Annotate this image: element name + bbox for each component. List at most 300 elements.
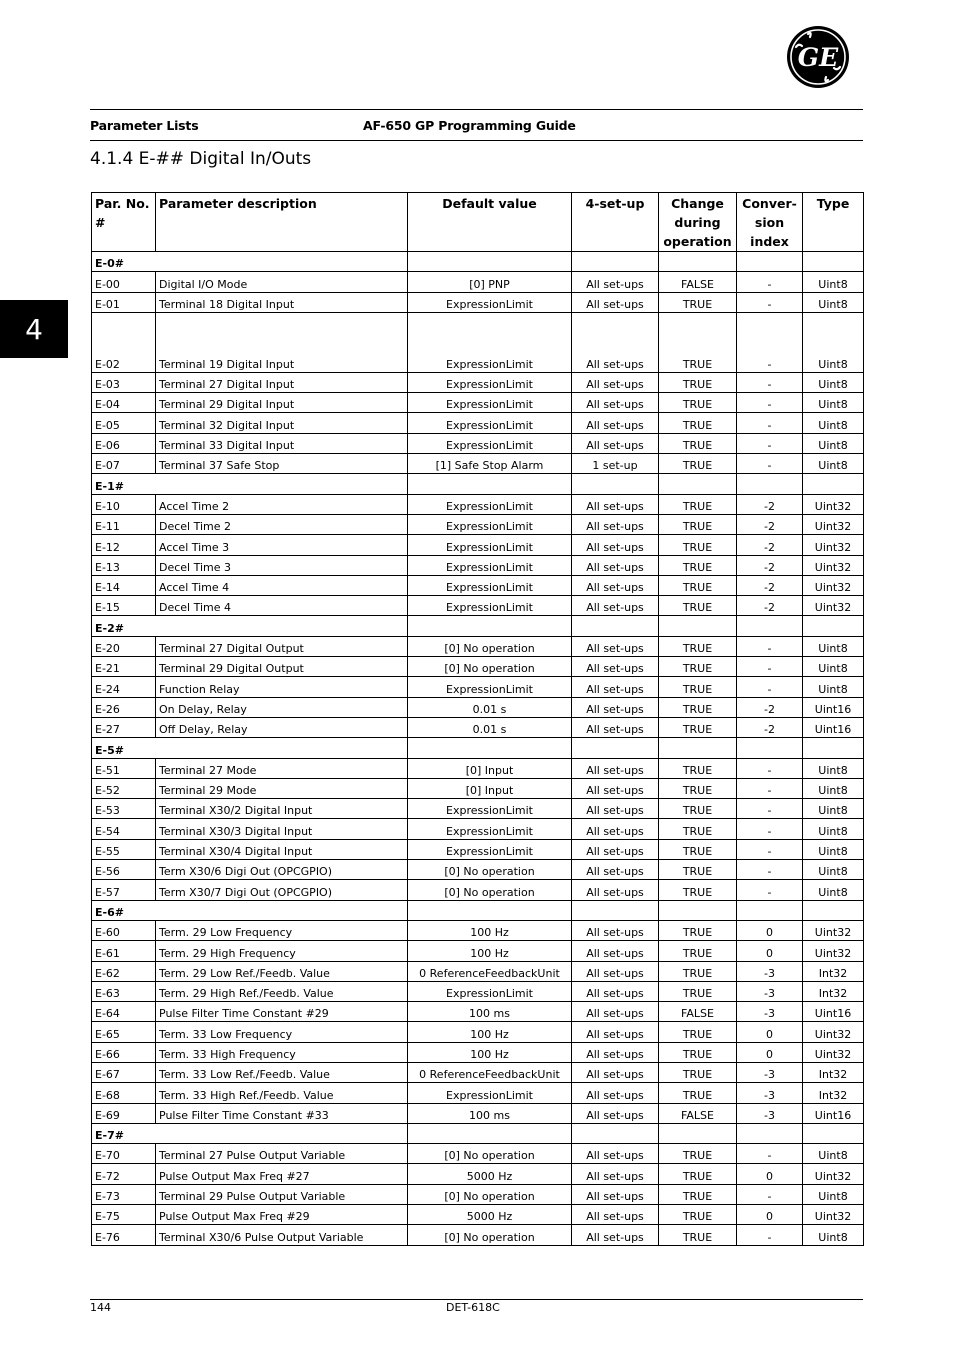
cell-default: ExpressionLimit bbox=[408, 799, 572, 819]
cell-conversion: - bbox=[737, 758, 803, 778]
cell-setup: All set-ups bbox=[572, 292, 659, 312]
group-label: E-7# bbox=[92, 1123, 408, 1143]
table-row bbox=[92, 454, 864, 474]
cell-description: Term. 29 High Ref./Feedb. Value bbox=[156, 981, 408, 1001]
cell-type: Int32 bbox=[803, 1083, 864, 1103]
table-row bbox=[92, 657, 864, 677]
cell-type: Uint8 bbox=[803, 433, 864, 453]
table-row bbox=[92, 677, 864, 697]
cell-default: ExpressionLimit bbox=[408, 433, 572, 453]
cell-setup: All set-ups bbox=[572, 860, 659, 880]
table-row bbox=[92, 941, 864, 961]
cell-setup: All set-ups bbox=[572, 920, 659, 940]
group-empty-cell bbox=[659, 474, 737, 494]
cell-change: FALSE bbox=[659, 1103, 737, 1123]
cell-change: TRUE bbox=[659, 1062, 737, 1082]
cell-description: Terminal X30/2 Digital Input bbox=[156, 799, 408, 819]
cell-description: Terminal 29 Digital Input bbox=[156, 393, 408, 413]
cell-description: Term. 33 High Frequency bbox=[156, 1042, 408, 1062]
cell-description: Terminal 32 Digital Input bbox=[156, 413, 408, 433]
cell-type: Uint8 bbox=[803, 372, 864, 392]
group-empty-cell bbox=[803, 900, 864, 920]
table-row bbox=[92, 1062, 864, 1082]
cell-conversion: -3 bbox=[737, 1103, 803, 1123]
cell-par-no: E-05 bbox=[92, 413, 156, 433]
cell-type: Uint8 bbox=[803, 778, 864, 798]
cell-setup: All set-ups bbox=[572, 575, 659, 595]
cell-change: TRUE bbox=[659, 575, 737, 595]
cell-default: ExpressionLimit bbox=[408, 575, 572, 595]
cell-conversion: 0 bbox=[737, 941, 803, 961]
cell-conversion: 0 bbox=[737, 920, 803, 940]
cell-type: Uint8 bbox=[803, 393, 864, 413]
group-label: E-6# bbox=[92, 900, 408, 920]
cell-description: Terminal 37 Safe Stop bbox=[156, 454, 408, 474]
table-group-row bbox=[92, 738, 864, 758]
cell-change: TRUE bbox=[659, 677, 737, 697]
cell-conversion: -3 bbox=[737, 961, 803, 981]
group-label: E-2# bbox=[92, 616, 408, 636]
cell-setup: All set-ups bbox=[572, 393, 659, 413]
cell-par-no: E-06 bbox=[92, 433, 156, 453]
cell-conversion: - bbox=[737, 880, 803, 900]
cell-description: Term. 29 Low Ref./Feedb. Value bbox=[156, 961, 408, 981]
cell-setup: All set-ups bbox=[572, 758, 659, 778]
cell-default: 5000 Hz bbox=[408, 1205, 572, 1225]
cell-change: TRUE bbox=[659, 1022, 737, 1042]
cell-change: TRUE bbox=[659, 860, 737, 880]
cell-default: ExpressionLimit bbox=[408, 535, 572, 555]
cell-description: Decel Time 2 bbox=[156, 514, 408, 534]
cell-type: Uint32 bbox=[803, 941, 864, 961]
cell-setup: All set-ups bbox=[572, 1164, 659, 1184]
cell-par-no: E-03 bbox=[92, 372, 156, 392]
cell-default: ExpressionLimit bbox=[408, 596, 572, 616]
table-row bbox=[92, 413, 864, 433]
cell-change: TRUE bbox=[659, 1184, 737, 1204]
cell-conversion: - bbox=[737, 799, 803, 819]
cell-conversion: -3 bbox=[737, 1062, 803, 1082]
cell-par-no: E-66 bbox=[92, 1042, 156, 1062]
cell-change: TRUE bbox=[659, 555, 737, 575]
cell-change: TRUE bbox=[659, 292, 737, 312]
cell-type: Uint8 bbox=[803, 636, 864, 656]
cell-description: Terminal 18 Digital Input bbox=[156, 292, 408, 312]
cell-setup: All set-ups bbox=[572, 697, 659, 717]
cell-description: Pulse Output Max Freq #29 bbox=[156, 1205, 408, 1225]
cell-default: [0] No operation bbox=[408, 1184, 572, 1204]
cell-change: TRUE bbox=[659, 393, 737, 413]
cell-type: Uint8 bbox=[803, 1225, 864, 1245]
cell-default: [0] No operation bbox=[408, 657, 572, 677]
cell-change: TRUE bbox=[659, 1042, 737, 1062]
cell-par-no: E-14 bbox=[92, 575, 156, 595]
table-group-row bbox=[92, 616, 864, 636]
cell-conversion: - bbox=[737, 1225, 803, 1245]
col-header-line: # bbox=[95, 215, 106, 230]
cell-conversion: -2 bbox=[737, 555, 803, 575]
cell-description: Terminal 27 Pulse Output Variable bbox=[156, 1144, 408, 1164]
cell-type: Uint8 bbox=[803, 839, 864, 859]
table-row bbox=[92, 312, 864, 372]
cell-par-no: E-02 bbox=[92, 312, 156, 372]
cell-description: Function Relay bbox=[156, 677, 408, 697]
col-header-line: Default value bbox=[442, 196, 537, 211]
cell-conversion: - bbox=[737, 454, 803, 474]
footer-rule bbox=[90, 1299, 863, 1300]
cell-conversion: - bbox=[737, 636, 803, 656]
cell-default: 0.01 s bbox=[408, 717, 572, 737]
cell-setup: All set-ups bbox=[572, 1083, 659, 1103]
cell-default: [0] No operation bbox=[408, 1144, 572, 1164]
group-empty-cell bbox=[737, 738, 803, 758]
cell-type: Uint32 bbox=[803, 1042, 864, 1062]
group-empty-cell bbox=[737, 252, 803, 272]
table-row bbox=[92, 1042, 864, 1062]
cell-conversion: 0 bbox=[737, 1022, 803, 1042]
cell-conversion: - bbox=[737, 1144, 803, 1164]
cell-description: Digital I/O Mode bbox=[156, 272, 408, 292]
cell-change: TRUE bbox=[659, 657, 737, 677]
group-empty-cell bbox=[803, 474, 864, 494]
group-empty-cell bbox=[572, 616, 659, 636]
cell-conversion: -2 bbox=[737, 535, 803, 555]
cell-par-no: E-00 bbox=[92, 272, 156, 292]
group-empty-cell bbox=[408, 1123, 572, 1143]
cell-default: [0] Input bbox=[408, 778, 572, 798]
cell-change: TRUE bbox=[659, 819, 737, 839]
cell-change: TRUE bbox=[659, 880, 737, 900]
cell-conversion: -3 bbox=[737, 1002, 803, 1022]
table-row bbox=[92, 860, 864, 880]
cell-type: Uint16 bbox=[803, 717, 864, 737]
cell-setup: All set-ups bbox=[572, 636, 659, 656]
cell-conversion: -2 bbox=[737, 575, 803, 595]
footer-doc-number: DET-618C bbox=[446, 1301, 500, 1314]
cell-par-no: E-61 bbox=[92, 941, 156, 961]
cell-description: Pulse Filter Time Constant #29 bbox=[156, 1002, 408, 1022]
cell-type: Uint32 bbox=[803, 575, 864, 595]
table-row bbox=[92, 292, 864, 312]
cell-setup: All set-ups bbox=[572, 494, 659, 514]
cell-setup: All set-ups bbox=[572, 1042, 659, 1062]
cell-conversion: - bbox=[737, 393, 803, 413]
cell-change: TRUE bbox=[659, 778, 737, 798]
cell-par-no: E-13 bbox=[92, 555, 156, 575]
group-empty-cell bbox=[572, 474, 659, 494]
col-header-par-no bbox=[92, 193, 156, 252]
col-header-line: Parameter description bbox=[159, 196, 317, 211]
table-row bbox=[92, 961, 864, 981]
cell-default: ExpressionLimit bbox=[408, 393, 572, 413]
cell-type: Uint32 bbox=[803, 535, 864, 555]
cell-par-no: E-68 bbox=[92, 1083, 156, 1103]
cell-default: ExpressionLimit bbox=[408, 839, 572, 859]
cell-type: Uint32 bbox=[803, 555, 864, 575]
cell-par-no: E-56 bbox=[92, 860, 156, 880]
cell-description: Terminal X30/4 Digital Input bbox=[156, 839, 408, 859]
cell-conversion: - bbox=[737, 272, 803, 292]
cell-change: TRUE bbox=[659, 1205, 737, 1225]
cell-setup: All set-ups bbox=[572, 981, 659, 1001]
cell-description: Terminal 33 Digital Input bbox=[156, 433, 408, 453]
col-header-line: Par. No. bbox=[95, 196, 150, 211]
cell-default: [0] Input bbox=[408, 758, 572, 778]
cell-par-no: E-55 bbox=[92, 839, 156, 859]
table-row bbox=[92, 697, 864, 717]
cell-default: ExpressionLimit bbox=[408, 494, 572, 514]
cell-description: Term. 33 Low Ref./Feedb. Value bbox=[156, 1062, 408, 1082]
table-row bbox=[92, 514, 864, 534]
col-header-conversion bbox=[737, 193, 803, 252]
table-body bbox=[92, 252, 864, 1246]
group-label: E-0# bbox=[92, 252, 408, 272]
cell-conversion: - bbox=[737, 657, 803, 677]
cell-setup: All set-ups bbox=[572, 799, 659, 819]
cell-par-no: E-76 bbox=[92, 1225, 156, 1245]
ge-logo-icon bbox=[786, 25, 850, 89]
table-row bbox=[92, 272, 864, 292]
parameter-table bbox=[91, 192, 864, 1246]
cell-default: 100 Hz bbox=[408, 1042, 572, 1062]
cell-conversion: 0 bbox=[737, 1042, 803, 1062]
cell-type: Uint8 bbox=[803, 860, 864, 880]
col-header-line: Change bbox=[671, 196, 724, 211]
cell-default: ExpressionLimit bbox=[408, 292, 572, 312]
group-empty-cell bbox=[659, 616, 737, 636]
cell-type: Int32 bbox=[803, 961, 864, 981]
cell-conversion: - bbox=[737, 819, 803, 839]
cell-setup: All set-ups bbox=[572, 778, 659, 798]
cell-change: TRUE bbox=[659, 433, 737, 453]
cell-default: 100 Hz bbox=[408, 1022, 572, 1042]
cell-par-no: E-26 bbox=[92, 697, 156, 717]
cell-description: Terminal X30/3 Digital Input bbox=[156, 819, 408, 839]
cell-type: Uint32 bbox=[803, 1022, 864, 1042]
table-row bbox=[92, 433, 864, 453]
header-rule-top bbox=[90, 109, 863, 110]
cell-setup: All set-ups bbox=[572, 1062, 659, 1082]
cell-description: Terminal X30/6 Pulse Output Variable bbox=[156, 1225, 408, 1245]
cell-par-no: E-70 bbox=[92, 1144, 156, 1164]
cell-type: Uint8 bbox=[803, 312, 864, 372]
cell-par-no: E-60 bbox=[92, 920, 156, 940]
footer-page-number: 144 bbox=[90, 1301, 111, 1314]
cell-default: ExpressionLimit bbox=[408, 677, 572, 697]
cell-par-no: E-67 bbox=[92, 1062, 156, 1082]
cell-description: Term. 33 High Ref./Feedb. Value bbox=[156, 1083, 408, 1103]
cell-change: TRUE bbox=[659, 941, 737, 961]
cell-par-no: E-65 bbox=[92, 1022, 156, 1042]
cell-setup: All set-ups bbox=[572, 1205, 659, 1225]
cell-description: Pulse Filter Time Constant #33 bbox=[156, 1103, 408, 1123]
cell-default: 0.01 s bbox=[408, 697, 572, 717]
table-row bbox=[92, 778, 864, 798]
group-empty-cell bbox=[803, 738, 864, 758]
table-row bbox=[92, 1144, 864, 1164]
table-row bbox=[92, 535, 864, 555]
cell-default: 5000 Hz bbox=[408, 1164, 572, 1184]
cell-description: On Delay, Relay bbox=[156, 697, 408, 717]
table-row bbox=[92, 880, 864, 900]
group-empty-cell bbox=[737, 616, 803, 636]
cell-change: TRUE bbox=[659, 697, 737, 717]
cell-description: Accel Time 2 bbox=[156, 494, 408, 514]
cell-type: Uint32 bbox=[803, 494, 864, 514]
cell-setup: All set-ups bbox=[572, 717, 659, 737]
cell-description: Term X30/7 Digi Out (OPCGPIO) bbox=[156, 880, 408, 900]
cell-type: Uint8 bbox=[803, 819, 864, 839]
group-empty-cell bbox=[659, 900, 737, 920]
cell-conversion: -2 bbox=[737, 697, 803, 717]
cell-setup: All set-ups bbox=[572, 514, 659, 534]
cell-default: 100 Hz bbox=[408, 920, 572, 940]
cell-change: TRUE bbox=[659, 799, 737, 819]
group-empty-cell bbox=[803, 616, 864, 636]
cell-type: Uint32 bbox=[803, 596, 864, 616]
group-empty-cell bbox=[408, 900, 572, 920]
cell-conversion: -2 bbox=[737, 596, 803, 616]
cell-type: Uint16 bbox=[803, 1002, 864, 1022]
col-header-change bbox=[659, 193, 737, 252]
group-empty-cell bbox=[408, 738, 572, 758]
cell-change: TRUE bbox=[659, 454, 737, 474]
cell-conversion: - bbox=[737, 372, 803, 392]
cell-par-no: E-72 bbox=[92, 1164, 156, 1184]
col-header-description bbox=[156, 193, 408, 252]
table-row bbox=[92, 1225, 864, 1245]
cell-description: Terminal 27 Digital Output bbox=[156, 636, 408, 656]
section-heading: 4.1.4 E-## Digital In/Outs bbox=[90, 149, 312, 169]
cell-default: ExpressionLimit bbox=[408, 555, 572, 575]
table-row bbox=[92, 1002, 864, 1022]
cell-conversion: - bbox=[737, 433, 803, 453]
cell-par-no: E-69 bbox=[92, 1103, 156, 1123]
group-empty-cell bbox=[572, 738, 659, 758]
cell-type: Uint32 bbox=[803, 1205, 864, 1225]
table-row bbox=[92, 555, 864, 575]
cell-description: Off Delay, Relay bbox=[156, 717, 408, 737]
chapter-tab: 4 bbox=[0, 300, 68, 358]
cell-change: TRUE bbox=[659, 494, 737, 514]
cell-default: [0] No operation bbox=[408, 636, 572, 656]
table-row bbox=[92, 372, 864, 392]
table-row bbox=[92, 1103, 864, 1123]
cell-par-no: E-62 bbox=[92, 961, 156, 981]
cell-setup: All set-ups bbox=[572, 677, 659, 697]
col-header-line: sion bbox=[754, 215, 785, 230]
cell-type: Uint8 bbox=[803, 454, 864, 474]
cell-description: Terminal 27 Digital Input bbox=[156, 372, 408, 392]
cell-change: TRUE bbox=[659, 1164, 737, 1184]
cell-change: TRUE bbox=[659, 717, 737, 737]
group-empty-cell bbox=[659, 738, 737, 758]
cell-par-no: E-21 bbox=[92, 657, 156, 677]
cell-setup: All set-ups bbox=[572, 839, 659, 859]
cell-description: Pulse Output Max Freq #27 bbox=[156, 1164, 408, 1184]
table-row bbox=[92, 920, 864, 940]
group-empty-cell bbox=[737, 474, 803, 494]
cell-par-no: E-52 bbox=[92, 778, 156, 798]
table-row bbox=[92, 1205, 864, 1225]
cell-par-no: E-24 bbox=[92, 677, 156, 697]
header-rule-bottom bbox=[90, 140, 863, 141]
cell-description: Terminal 19 Digital Input bbox=[156, 312, 408, 372]
cell-change: FALSE bbox=[659, 272, 737, 292]
cell-setup: All set-ups bbox=[572, 1002, 659, 1022]
cell-par-no: E-11 bbox=[92, 514, 156, 534]
cell-type: Uint8 bbox=[803, 758, 864, 778]
cell-change: TRUE bbox=[659, 535, 737, 555]
cell-conversion: -3 bbox=[737, 981, 803, 1001]
cell-change: FALSE bbox=[659, 1002, 737, 1022]
cell-conversion: - bbox=[737, 292, 803, 312]
group-empty-cell bbox=[572, 252, 659, 272]
cell-setup: All set-ups bbox=[572, 1022, 659, 1042]
col-header-line: Conver- bbox=[742, 196, 797, 211]
cell-description: Decel Time 3 bbox=[156, 555, 408, 575]
cell-setup: 1 set-up bbox=[572, 454, 659, 474]
cell-description: Accel Time 4 bbox=[156, 575, 408, 595]
group-empty-cell bbox=[659, 1123, 737, 1143]
cell-default: ExpressionLimit bbox=[408, 372, 572, 392]
cell-conversion: - bbox=[737, 778, 803, 798]
cell-par-no: E-51 bbox=[92, 758, 156, 778]
cell-change: TRUE bbox=[659, 1083, 737, 1103]
group-empty-cell bbox=[659, 252, 737, 272]
table-row bbox=[92, 1164, 864, 1184]
cell-change: TRUE bbox=[659, 596, 737, 616]
cell-change: TRUE bbox=[659, 413, 737, 433]
cell-type: Uint32 bbox=[803, 920, 864, 940]
cell-type: Uint8 bbox=[803, 799, 864, 819]
cell-type: Uint8 bbox=[803, 677, 864, 697]
cell-setup: All set-ups bbox=[572, 433, 659, 453]
cell-default: 0 ReferenceFeedbackUnit bbox=[408, 1062, 572, 1082]
cell-setup: All set-ups bbox=[572, 1144, 659, 1164]
cell-conversion: - bbox=[737, 312, 803, 372]
col-header-line: operation bbox=[663, 234, 732, 249]
cell-type: Uint8 bbox=[803, 657, 864, 677]
group-empty-cell bbox=[803, 252, 864, 272]
cell-default: [0] No operation bbox=[408, 880, 572, 900]
header-guide-title: AF-650 GP Programming Guide bbox=[363, 118, 576, 133]
cell-conversion: - bbox=[737, 860, 803, 880]
cell-conversion: - bbox=[737, 413, 803, 433]
table-row bbox=[92, 1184, 864, 1204]
cell-default: [0] No operation bbox=[408, 1225, 572, 1245]
col-header-default bbox=[408, 193, 572, 252]
cell-setup: All set-ups bbox=[572, 272, 659, 292]
cell-setup: All set-ups bbox=[572, 1184, 659, 1204]
cell-par-no: E-54 bbox=[92, 819, 156, 839]
cell-description: Decel Time 4 bbox=[156, 596, 408, 616]
cell-default: ExpressionLimit bbox=[408, 312, 572, 372]
table-header-row bbox=[92, 193, 864, 252]
cell-change: TRUE bbox=[659, 1225, 737, 1245]
cell-par-no: E-64 bbox=[92, 1002, 156, 1022]
cell-description: Term. 29 Low Frequency bbox=[156, 920, 408, 940]
ge-logo-monogram: GE bbox=[797, 43, 839, 72]
cell-default: 100 ms bbox=[408, 1002, 572, 1022]
cell-default: ExpressionLimit bbox=[408, 819, 572, 839]
table-row bbox=[92, 819, 864, 839]
cell-setup: All set-ups bbox=[572, 961, 659, 981]
cell-setup: All set-ups bbox=[572, 312, 659, 372]
table-row bbox=[92, 596, 864, 616]
cell-setup: All set-ups bbox=[572, 941, 659, 961]
group-empty-cell bbox=[737, 900, 803, 920]
